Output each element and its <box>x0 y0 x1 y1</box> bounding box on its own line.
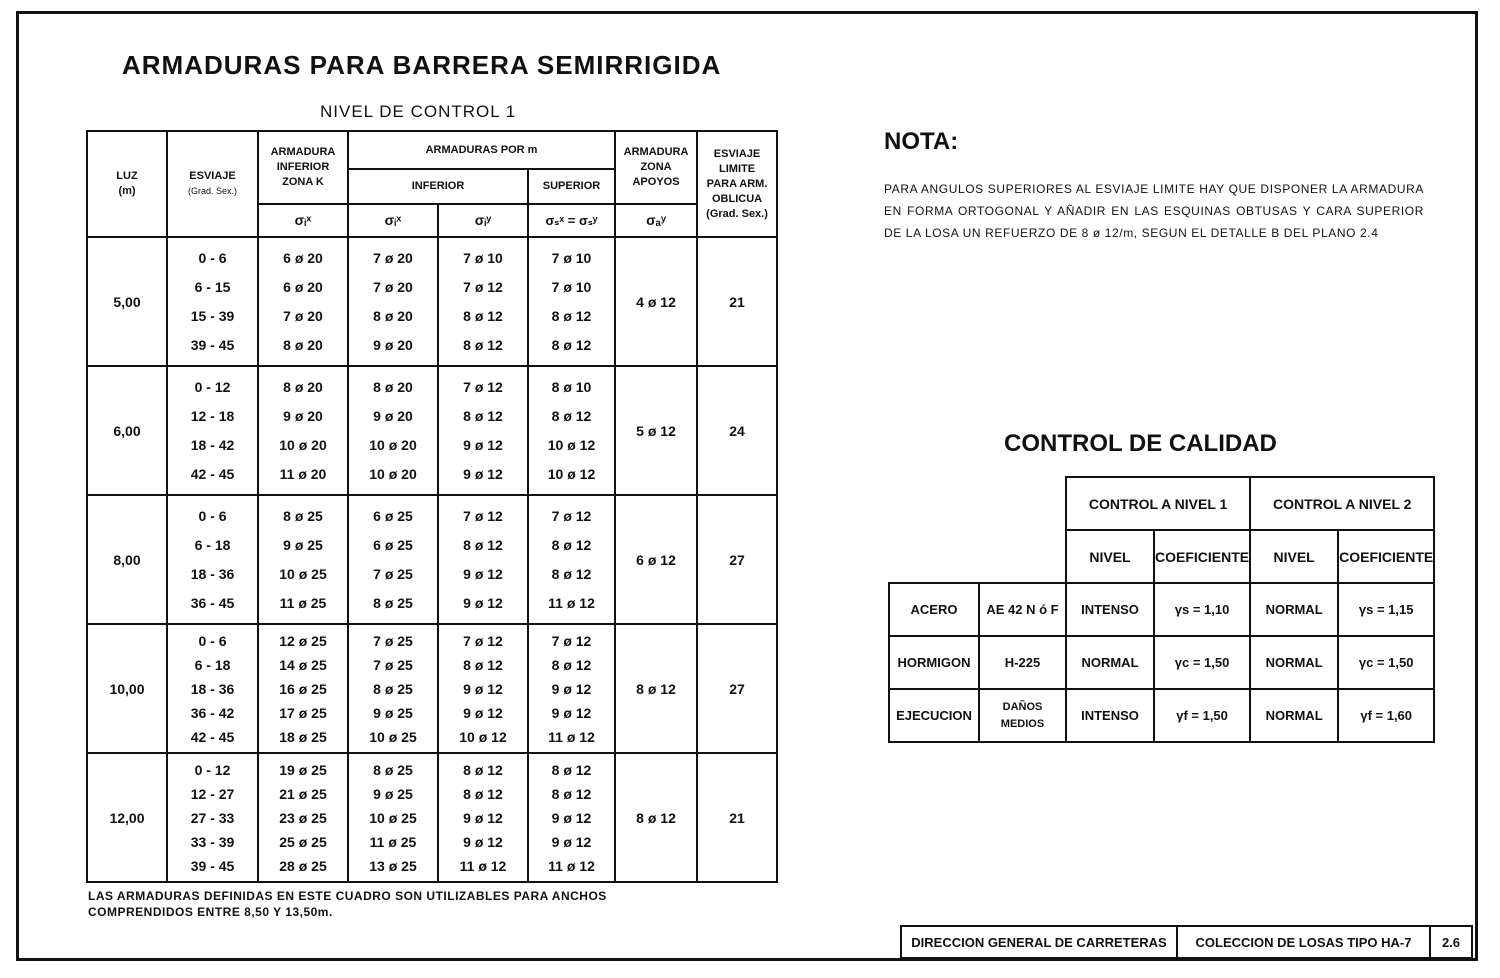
apoyos-cell: 8 ø 12 <box>615 624 697 753</box>
nivel-2: NORMAL <box>1250 636 1338 689</box>
cell-value: 10 ø 20 <box>279 436 327 453</box>
cell-value: 19 ø 25 <box>279 761 327 778</box>
cell-value: 10 ø 20 <box>369 436 417 453</box>
inferior-x-cell <box>348 366 438 495</box>
inferior-y-cell <box>438 366 528 495</box>
page-subtitle: NIVEL DE CONTROL 1 <box>320 102 517 121</box>
cell-value: 8 ø 12 <box>551 565 592 582</box>
cell-value: 21 ø 25 <box>279 785 327 802</box>
cell-value: 25 ø 25 <box>279 833 327 850</box>
coeficiente-2: γs = 1,15 <box>1338 583 1434 636</box>
header-luz: LUZ (m) <box>87 131 167 237</box>
cell-value: 7 ø 12 <box>463 278 503 295</box>
cell-value: 0 - 6 <box>198 507 227 524</box>
header-armadura-zona-apoyos: ARMADURA ZONA APOYOS <box>615 131 697 204</box>
apoyos-cell: 8 ø 12 <box>615 753 697 882</box>
cell-value: 7 ø 25 <box>373 565 413 582</box>
cell-value: 7 ø 10 <box>463 249 503 266</box>
cell-value: 8 ø 12 <box>463 656 503 673</box>
cell-value: 6 ø 25 <box>373 536 413 553</box>
table-row <box>889 689 1434 742</box>
header-esviaje: ESVIAJE (Grad. Sex.) <box>167 131 258 237</box>
cell-value: 12 - 18 <box>190 407 235 424</box>
esviaje-cell <box>167 624 258 753</box>
cell-value: 8 ø 12 <box>463 407 503 424</box>
superior-cell <box>528 366 615 495</box>
control-calidad-title: CONTROL DE CALIDAD <box>1004 430 1277 457</box>
inferior-y-cell <box>438 495 528 624</box>
cell-value: 11 ø 20 <box>279 465 327 482</box>
cell-value: 11 ø 25 <box>369 833 417 850</box>
cell-value: 14 ø 25 <box>279 656 327 673</box>
nivel-2: NORMAL <box>1250 689 1338 742</box>
cell-value: 9 ø 12 <box>463 436 503 453</box>
cell-value: 8 ø 25 <box>373 761 413 778</box>
cell-value: 10 ø 12 <box>459 728 507 745</box>
cell-value: 8 ø 12 <box>551 785 592 802</box>
header-control-nivel-1: CONTROL A NIVEL 1 <box>1066 477 1250 530</box>
apoyos-cell: 6 ø 12 <box>615 495 697 624</box>
nota-text: PARA ANGULOS SUPERIORES AL ESVIAJE LIMITE HAY QUE DISPONER LA ARMADURA EN FORMA ORTOGONAL Y AÑADIR EN LAS ESQUINAS OBTUSAS Y CARA SUPERIOR DE LA LOSA UN REFUERZO DE 8 ø 12/m, SEGUN EL DETALLE B DEL PLANO 2.4 <box>884 182 1424 240</box>
cell-value: 8 ø 12 <box>463 536 503 553</box>
cell-value: 9 ø 12 <box>463 833 503 850</box>
cell-value: 10 ø 12 <box>547 436 596 453</box>
table-row <box>87 237 777 366</box>
header-superior: SUPERIOR <box>528 169 615 204</box>
cell-value: 8 ø 12 <box>463 307 503 324</box>
symbol-inferior-x: σᵢˣ <box>348 204 438 237</box>
inferior-y-cell <box>438 237 528 366</box>
header-coeficiente-1: COEFICIENTE <box>1154 530 1250 583</box>
cell-value: 42 - 45 <box>190 465 235 482</box>
material: H-225 <box>979 636 1066 689</box>
inferior-x-cell <box>348 753 438 882</box>
table-footnote: LAS ARMADURAS DEFINIDAS EN ESTE CUADRO SON UTILIZABLES PARA ANCHOS COMPRENDIDOS ENTRE 8,50 Y 13,50m. <box>88 889 607 919</box>
title-block-collection: COLECCION DE LOSAS TIPO HA-7 <box>1177 926 1430 958</box>
esviaje-limite-cell: 21 <box>697 237 777 366</box>
nivel-1: INTENSO <box>1066 689 1154 742</box>
cell-value: 7 ø 10 <box>551 278 592 295</box>
cell-value: 8 ø 12 <box>551 536 592 553</box>
control-calidad-table <box>888 476 1435 743</box>
cell-value: 7 ø 20 <box>373 278 413 295</box>
esviaje-limite-cell: 24 <box>697 366 777 495</box>
table-row <box>87 495 777 624</box>
cell-value: 33 - 39 <box>190 833 235 850</box>
title-block-sheet-number: 2.6 <box>1430 926 1472 958</box>
header-armaduras-por-m: ARMADURAS POR m <box>348 131 615 169</box>
header-nivel-2: NIVEL <box>1250 530 1338 583</box>
cell-value: 6 ø 20 <box>283 278 323 295</box>
esviaje-cell <box>167 753 258 882</box>
symbol-inferior-y: σᵢʸ <box>438 204 528 237</box>
cell-value: 8 ø 20 <box>373 378 413 395</box>
cell-value: 18 ø 25 <box>279 728 327 745</box>
table-row <box>87 366 777 495</box>
superior-cell <box>528 237 615 366</box>
cell-value: 8 ø 12 <box>551 407 592 424</box>
coeficiente-1: γs = 1,10 <box>1154 583 1250 636</box>
cell-value: 10 ø 20 <box>369 465 417 482</box>
cell-value: 8 ø 12 <box>551 656 592 673</box>
table-row <box>87 624 777 753</box>
cell-value: 9 ø 12 <box>551 704 592 721</box>
cell-value: 18 - 42 <box>190 436 235 453</box>
superior-cell <box>528 753 615 882</box>
cell-value: 23 ø 25 <box>279 809 327 826</box>
cell-value: 6 - 15 <box>194 278 231 295</box>
cell-value: 8 ø 20 <box>373 307 413 324</box>
symbol-superior: σₛˣ = σₛʸ <box>528 204 615 237</box>
cell-value: 9 ø 12 <box>463 594 503 611</box>
cell-value: 8 ø 12 <box>551 307 592 324</box>
zona-k-cell <box>258 237 348 366</box>
cell-value: 0 - 12 <box>194 761 231 778</box>
cell-value: 9 ø 25 <box>283 536 323 553</box>
page-title: ARMADURAS PARA BARRERA SEMIRRIGIDA <box>122 50 722 80</box>
cell-value: 13 ø 25 <box>369 857 417 874</box>
cell-value: 7 ø 12 <box>463 378 503 395</box>
cell-value: 9 ø 12 <box>463 680 503 697</box>
luz-cell: 5,00 <box>87 237 167 366</box>
row-label: EJECUCION <box>889 689 979 742</box>
cell-value: 12 ø 25 <box>279 632 327 649</box>
cell-value: 39 - 45 <box>190 857 235 874</box>
header-armadura-inferior-zona-k: ARMADURA INFERIOR ZONA K <box>258 131 348 204</box>
title-block <box>900 925 1473 959</box>
nivel-1: NORMAL <box>1066 636 1154 689</box>
inferior-x-cell <box>348 495 438 624</box>
cell-value: 16 ø 25 <box>279 680 327 697</box>
row-label: HORMIGON <box>889 636 979 689</box>
zona-k-cell <box>258 624 348 753</box>
cell-value: 7 ø 10 <box>551 249 592 266</box>
table-row <box>889 636 1434 689</box>
cell-value: 6 ø 20 <box>283 249 323 266</box>
esviaje-cell <box>167 237 258 366</box>
material: AE 42 N ó F <box>979 583 1066 636</box>
cell-value: 0 - 6 <box>198 632 227 649</box>
inferior-x-cell <box>348 237 438 366</box>
coeficiente-1: γf = 1,50 <box>1154 689 1250 742</box>
esviaje-cell <box>167 366 258 495</box>
cell-value: 9 ø 12 <box>551 833 592 850</box>
header-control-nivel-2: CONTROL A NIVEL 2 <box>1250 477 1434 530</box>
cell-value: 7 ø 20 <box>283 307 323 324</box>
header-coeficiente-2: COEFICIENTE <box>1338 530 1434 583</box>
cell-value: 8 ø 20 <box>283 378 323 395</box>
cell-value: 10 ø 12 <box>547 465 596 482</box>
cell-value: 10 ø 25 <box>279 565 327 582</box>
cell-value: 36 - 45 <box>190 594 235 611</box>
cell-value: 42 - 45 <box>190 728 235 745</box>
cell-value: 8 ø 25 <box>373 594 413 611</box>
cell-value: 6 - 18 <box>194 536 231 553</box>
table-row <box>87 753 777 882</box>
cell-value: 17 ø 25 <box>279 704 327 721</box>
cell-value: 6 - 18 <box>194 656 231 673</box>
symbol-zona-k: σᵢˣ <box>258 204 348 237</box>
cell-value: 7 ø 12 <box>551 507 592 524</box>
cell-value: 7 ø 12 <box>463 507 503 524</box>
header-nivel-1: NIVEL <box>1066 530 1154 583</box>
cell-value: 9 ø 12 <box>551 809 592 826</box>
esviaje-limite-cell: 27 <box>697 495 777 624</box>
cell-value: 9 ø 25 <box>373 704 413 721</box>
luz-cell: 8,00 <box>87 495 167 624</box>
cell-value: 10 ø 25 <box>369 809 417 826</box>
cell-value: 27 - 33 <box>190 809 235 826</box>
cell-value: 15 - 39 <box>190 307 235 324</box>
table-row <box>889 583 1434 636</box>
nota-title: NOTA: <box>884 128 959 155</box>
cell-value: 39 - 45 <box>190 336 235 353</box>
cell-value: 10 ø 25 <box>369 728 417 745</box>
header-inferior: INFERIOR <box>348 169 528 204</box>
cell-value: 11 ø 12 <box>548 857 595 874</box>
cell-value: 8 ø 25 <box>283 507 323 524</box>
superior-cell <box>528 495 615 624</box>
symbol-apoyos: σₐʸ <box>615 204 697 237</box>
coeficiente-1: γc = 1,50 <box>1154 636 1250 689</box>
cell-value: 9 ø 12 <box>463 465 503 482</box>
cell-value: 11 ø 12 <box>548 728 595 745</box>
cell-value: 9 ø 12 <box>463 704 503 721</box>
cell-value: 7 ø 20 <box>373 249 413 266</box>
esviaje-limite-cell: 21 <box>697 753 777 882</box>
cell-value: 6 ø 25 <box>373 507 413 524</box>
cell-value: 0 - 6 <box>198 249 227 266</box>
coeficiente-2: γf = 1,60 <box>1338 689 1434 742</box>
inferior-y-cell <box>438 753 528 882</box>
cell-value: 0 - 12 <box>194 378 231 395</box>
zona-k-cell <box>258 495 348 624</box>
cell-value: 8 ø 12 <box>551 336 592 353</box>
inferior-x-cell <box>348 624 438 753</box>
nivel-2: NORMAL <box>1250 583 1338 636</box>
cell-value: 7 ø 25 <box>373 656 413 673</box>
luz-cell: 12,00 <box>87 753 167 882</box>
superior-cell <box>528 624 615 753</box>
cell-value: 8 ø 20 <box>283 336 323 353</box>
cell-value: 11 ø 12 <box>459 857 507 874</box>
cell-value: 9 ø 12 <box>551 680 592 697</box>
nivel-1: INTENSO <box>1066 583 1154 636</box>
reinforcement-table <box>86 130 778 883</box>
cell-value: 8 ø 25 <box>373 680 413 697</box>
cell-value: 8 ø 12 <box>463 336 503 353</box>
cell-value: 8 ø 12 <box>463 761 503 778</box>
cell-value: 7 ø 12 <box>463 632 503 649</box>
esviaje-limite-cell: 27 <box>697 624 777 753</box>
cell-value: 36 - 42 <box>190 704 235 721</box>
apoyos-cell: 5 ø 12 <box>615 366 697 495</box>
cell-value: 18 - 36 <box>190 680 235 697</box>
luz-cell: 10,00 <box>87 624 167 753</box>
inferior-y-cell <box>438 624 528 753</box>
row-label: ACERO <box>889 583 979 636</box>
coeficiente-2: γc = 1,50 <box>1338 636 1434 689</box>
luz-cell: 6,00 <box>87 366 167 495</box>
zona-k-cell <box>258 753 348 882</box>
cell-value: 18 - 36 <box>190 565 235 582</box>
cell-value: 9 ø 20 <box>283 407 323 424</box>
cell-value: 11 ø 25 <box>279 594 327 611</box>
cell-value: 9 ø 20 <box>373 407 413 424</box>
material: DAÑOS MEDIOS <box>979 689 1066 742</box>
cell-value: 9 ø 20 <box>373 336 413 353</box>
cell-value: 7 ø 25 <box>373 632 413 649</box>
cell-value: 8 ø 12 <box>463 785 503 802</box>
cell-value: 12 - 27 <box>190 785 235 802</box>
cell-value: 8 ø 12 <box>551 761 592 778</box>
cell-value: 7 ø 12 <box>551 632 592 649</box>
cell-value: 28 ø 25 <box>279 857 327 874</box>
cell-value: 9 ø 25 <box>373 785 413 802</box>
cell-value: 8 ø 10 <box>551 378 592 395</box>
cell-value: 9 ø 12 <box>463 809 503 826</box>
header-esviaje-limite: ESVIAJE LIMITE PARA ARM. OBLICUA (Grad. Sex.) <box>697 131 777 237</box>
zona-k-cell <box>258 366 348 495</box>
cell-value: 9 ø 12 <box>463 565 503 582</box>
apoyos-cell: 4 ø 12 <box>615 237 697 366</box>
cell-value: 11 ø 12 <box>548 594 595 611</box>
esviaje-cell <box>167 495 258 624</box>
title-block-organization: DIRECCION GENERAL DE CARRETERAS <box>901 926 1177 958</box>
